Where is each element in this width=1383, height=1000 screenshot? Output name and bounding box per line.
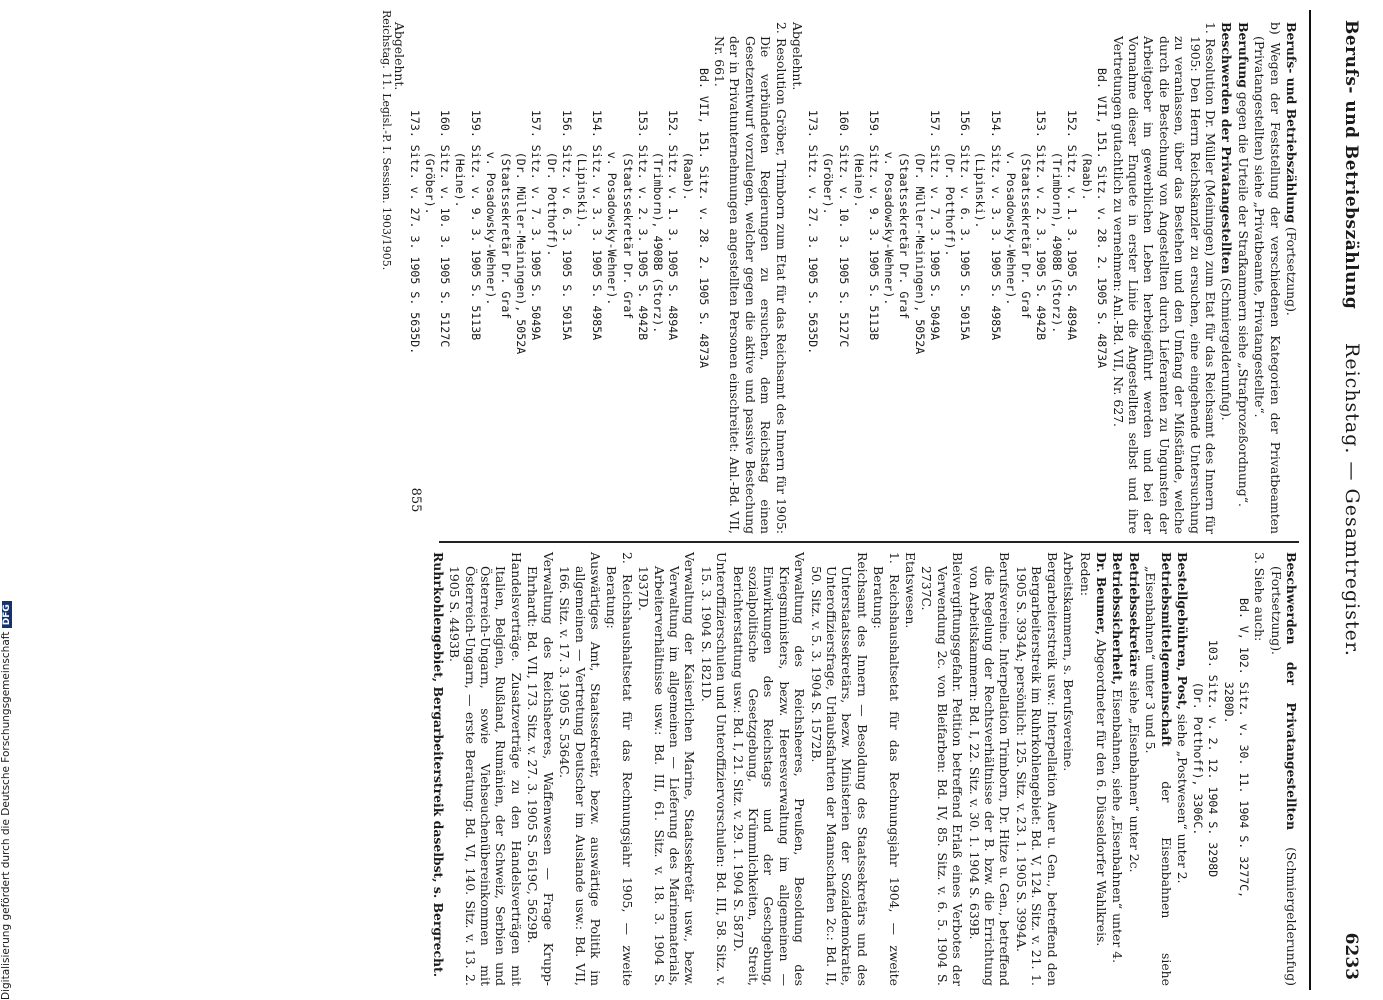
entry-text: gegen die Urteile der Strafkammern siehe „Strafprozeßordnung“. [1235,87,1251,507]
citation-line: (Trimborn), 4908B (Storz). [1049,68,1064,334]
citation-line: 160. Sitz. v. 10. 3. 1905 S. 5127C [836,68,851,348]
citation-line: (Lipinski). [575,68,589,229]
entry-text: 1. Resolution Dr. Müller (Meiningen) zum Etat für das Reichsamt des Innern für 1905: Den Herrn Reichskanzler zu ersuchen, eine eingehende Untersuchung zu veranlassen, über das Bestehen und den Umfang der Mißstände, welche durch die Bestechung von Angestellten durch Lieferanten zu Ungunsten der Arbeitgeber im gewerblichen Leben herbeigeführt werden und bei der Vornahme dieser Enquete in erster Linie die Angestellten selbst und ihre Vertretungen gutachtlich zu vernehmen: Anl.-Bd. VII, Nr. 627. [1110,22,1218,534]
citation-line: 173. Sitz. v. 27. 3. 1905 S. 5635D. [407,68,422,355]
entry-text: siehe „Eisenbahnen“ unter 2c. [1126,676,1142,873]
citation-line: (Heine). [453,68,468,208]
index-entry [604,552,635,986]
citation-line: v. Posadowsky-Wehner). [1003,68,1018,306]
running-header [1309,20,1383,980]
citation-line: v. Posadowsky-Wehner). [882,68,897,306]
entry-text: (Schmiergelderunfug) (Fortsetzung). [1268,566,1299,987]
citation-line: 157. Sitz. v. 7. 3. 1905 S. 5049A [529,68,544,341]
index-entry [966,552,1012,986]
index-entry [1252,22,1283,534]
index-entry [698,552,729,986]
citation-line: 154. Sitz. v. 3. 3. 1905 S. 4985A [590,68,605,341]
index-entry [1094,552,1109,986]
citation-line: v. Posadowsky-Wehner). [605,68,620,306]
entry-text: Auswärtiges Amt, Staatssekretär, bezw. auswärtige Politik im allgemeinen — Vertretung Deutscher im Auslande usw.: Bd. VII, 166. Sitz. v. 17. 3. 1905 S. 5364C. [557,552,603,986]
index-entry [1252,552,1267,986]
dfg-logo: DFG [2,601,12,628]
entry-text: Reden: [1077,552,1093,597]
entry-keyword: Betriebssicherheit, [1110,552,1126,686]
page-number: 855 [408,487,423,513]
index-entry [447,552,524,986]
entry-text: 1. Reichshaushaltsetat für das Rechnungsjahr 1904, — zweite Beratung: [871,552,902,986]
citation-line: (Dr. Potthoff), 3306C. [1191,598,1206,836]
header-center: Reichstag. — Gesamtregister. [1341,343,1363,657]
index-entry [391,22,406,534]
index-entry [1284,22,1299,534]
entry-keyword: Beschwerden der Privatangestellten [1219,22,1235,274]
entry-keyword: Ruhrkohlengebiet, Bergarbeiterstreik daselbst, s. Bergrecht. [430,552,446,978]
citation-line: (Staatssekretär Dr. Graf [620,68,635,320]
entry-text: 3. Siehe auch: [1252,552,1268,642]
index-entry [808,552,870,986]
citation-line: (Dr. Müller-Meiningen), 5052A [912,68,927,355]
entry-text: 2. Resolution Gröber, Trimborn zum Etat für das Reichsamt des Innern für 1905: Die verbündeten Regierungen zu ersuchen, dem Reichstag einen Gesetzentwurf vorzulegen, welcher gegen die aktive und passive Bestechung der in Privatunternehmungen angestellten Personen einschreitet: Anl.-Bd. VII, Nr. 661. [712,22,789,534]
entry-text: (Schmiergelderunfug). [1219,273,1235,421]
entry-keyword: Betriebsmittelgemeinschaft [1158,552,1174,747]
digitization-credit [0,440,12,1000]
index-entry [1110,22,1218,534]
index-entry [1235,22,1250,534]
citation-line: 160. Sitz. v. 10. 3. 1905 S. 5127C [438,68,453,348]
entry-text: Bleivergiftungsgefahr. Petition betreffend Erlaß eines Verbotes der Verwendung 2c. von Bleifarben: Bd. IV, 85. Sitz. v. 6. 5. 1904 S. 2737C. [919,552,966,986]
entry-text: Verwaltung des Reichsheeres, Preußen, Besoldung des Kriegsministers, bezw. Heeresverwaltung im allgemeinen — Einwirkungen des Reichstags und der Geschgebung, sozialpolitische Gesetzgebung, Krümmlichkeiten, Streit, Berichterstattung usw.: Bd. I, 21. Sitz. v. 29. 1. 1904 S. 587D. [730,552,808,986]
index-entry [1061,552,1076,986]
index-entry [730,552,807,986]
citation-line: (Gröber). [422,68,437,215]
citation-line: 152. Sitz. v. 1. 3. 1905 S. 4894A [666,68,681,341]
entry-keyword: Bestellgebühren, Post, [1174,552,1190,710]
right-column [419,552,1299,986]
entry-text: Handelsverträge. Zusatzverträge zu den Handelsverträgen mit Italien, Belgien, Rußland, Rumänien, der Schweiz, Serbien und Österreich-Ungarn, sowie Viehseuchenübereinkommen mit Österreich-Ungarn, — erste Beratung: Bd. VI, 140. Sitz. v. 13. 2. 1905 S. 4493B. [447,552,524,986]
citation-line: (Lipinski). [973,68,988,229]
index-entry [1219,22,1234,534]
index-entry [430,552,445,986]
citation-line: (Dr. Müller-Meiningen), 5052A [514,68,529,355]
index-entry [1143,552,1174,986]
index-entry [1268,552,1299,986]
citation-line: v. Posadowsky-Wehner). [483,68,498,306]
citation-line: 154. Sitz. v. 3. 3. 1905 S. 4985A [988,68,1003,341]
entry-text: siehe „Postwesen“ unter 2. [1174,709,1190,884]
entry-text: Abgelehnt. [391,22,407,91]
entry-text: Arbeitskammern, s. Berufsvereine. [1061,552,1077,772]
citation-line: 157. Sitz. v. 7. 3. 1905 S. 5049A [927,68,942,341]
credit-text: Digitalisierung gefördert durch die Deutsche Forschungsgemeinschaft [0,631,12,1000]
header-left: Berufs- und Betriebszählung [1341,20,1361,310]
index-entry [790,22,805,534]
entry-text: Verwaltung des Reichsheeres, Waffenwesen — Frage Krupp-Ehrhardt: Bd. VII, 173. Sitz. v. 27. 3. 1905 S. 5619C, 5629B. [525,552,556,986]
index-entry [871,552,902,986]
index-entry [919,552,965,986]
entry-text: (Fortsetzung). [1284,222,1299,316]
citation-line: (Dr. Potthoff). [943,68,958,257]
credit-strip [0,0,18,1000]
citation-line: (Dr. Potthoff). [544,68,559,257]
citation-line: 156. Sitz. v. 6. 3. 1905 S. 5015A [958,68,973,341]
entry-text: 2. Reichshaushaltsetat für das Rechnungsjahr 1905, — zweite Beratung: [604,552,635,986]
citation-line: 152. Sitz. v. 1. 3. 1905 S. 4894A [1064,68,1079,341]
entry-text: Abgelehnt. [790,22,806,91]
entry-text: der Eisenbahnen siehe „Eisenbahnen“ unter 3 und 5. [1143,566,1174,986]
entry-text: Abgeordneter für den 6. Düsseldorfer Wahlkreis. [1093,635,1109,947]
entry-text: Bergarbeiterstreik usw.: Interpellation Auer u. Gen., betreffend den Bergarbeiterstreik im Ruhrkohlengebiet: Bd. V, 124. Sitz. v. 21. 1. 1905 S. 3934A; persönlich: 125. Sitz. v. 23. 1. 1905 S. 3994A. [1013,552,1060,986]
entry-text: Berufsvereine. Interpellation Trimborn, Dr. Hitze u. Gen., betreffend die Regelung der Rechtsverhältnisse der B. bzw. die Errichtung von Arbeitskammern: Bd. I, 22. Sitz. v. 30. 1. 1904 S. 639B. [966,552,1013,986]
citation-line: Bd. VII, 151. Sitz. v. 28. 2. 1905 S. 4873A [1095,68,1110,369]
header-rule [1309,10,1311,990]
entry-keyword: Beschwerden der Privatangestellten [1284,552,1299,831]
entry-text: Eisenbahnen, siehe „Eisenbahnen“ unter 4. [1110,685,1126,964]
column-divider [439,541,1299,543]
citation-line: 159. Sitz. v. 9. 3. 1905 S. 5113B [867,68,882,341]
citation-line: 153. Sitz. v. 2. 3. 1905 S. 4942B [1034,68,1049,341]
index-entry [1175,552,1190,986]
header-page-number: 6233 [1341,932,1361,980]
citation-line: (Staatssekretär Dr. Graf [498,68,513,320]
citation-line: (Gröber). [821,68,836,215]
footer-note: Reichstag. 11. Legisl.-P. I. Session. 1903/1905. [380,10,393,271]
citation-line: (Trimborn), 4908B (Storz). [651,68,666,334]
entry-keyword: Dr. Beumer, [1093,552,1109,636]
entry-text: Verwaltung der Kaiserlichen Marine, Staatssekretär usw., bezw. Verwaltung im allgemeinen — Lieferung des Marinematerials, Arbeiterverhältnisse usw.: Bd. III, 61. Sitz. v. 18. 3. 1904 S. 1937D. [636,552,698,986]
index-entry [903,552,918,986]
citation-line: Bd. VII, 151. Sitz. v. 28. 2. 1905 S. 4873A [696,68,711,369]
citation-line: (Staatssekretär Dr. Graf [897,68,912,320]
citation-line: 156. Sitz. v. 6. 3. 1905 S. 5015A [559,68,574,341]
entry-keyword: Betriebssekretäre [1126,552,1142,677]
citation-line: (Heine). [851,68,866,208]
citation-line: 173. Sitz. v. 27. 3. 1905 S. 5635D. [806,68,821,355]
index-entry [1077,552,1092,986]
index-entry [525,552,556,986]
citation-line: (Raab). [1079,68,1094,201]
citation-line: 159. Sitz. v. 9. 3. 1905 S. 5113B [468,68,483,341]
entry-text: Etatswesen. [903,552,919,629]
citation-line: Bd. V, 102. Sitz. v. 30. 11. 1904 S. 3277C, [1236,598,1251,899]
entry-text: Unteroffizierschulen und Unteroffiziervorschulen: Bd. III, 58. Sitz. v. 15. 3. 1904 S. 1821D. [698,552,730,986]
citation-line: 3280D. [1221,598,1236,724]
entry-keyword: Berufung [1235,22,1251,88]
citation-line: (Raab). [681,68,696,201]
index-entry [1014,552,1060,986]
citation-line: 103. Sitz. v. 2. 12. 1904 S. 3298D [1206,598,1221,878]
citation-line: (Staatssekretär Dr. Graf [1019,68,1034,320]
index-entry [557,552,603,986]
index-entry [1126,552,1141,986]
index-entry [1110,552,1125,986]
citation-line: 153. Sitz. v. 2. 3. 1905 S. 4942B [635,68,650,341]
index-entry [636,552,698,986]
index-entry [712,22,789,534]
entry-keyword: Berufs- und Betriebszählung [1284,22,1299,223]
entry-text: Reichsamt des Innern — Besoldung des Staatssekretärs und des Unterstaatssekretärs, bezw. Ministerien der Sozialdemokratie, Unteroffiziersfrage, Urlaubsfahrten der Mannschaften 2c.: Bd. II, 50. Sitz. v. 5. 3. 1904 S. 1572B. [808,552,870,986]
entry-text: b) Wegen der Feststellung der verschiedenen Kategorien der Privatbeamten (Privatangestellten) siehe „Privatbeamte, Privatangestellte“. [1252,22,1283,534]
